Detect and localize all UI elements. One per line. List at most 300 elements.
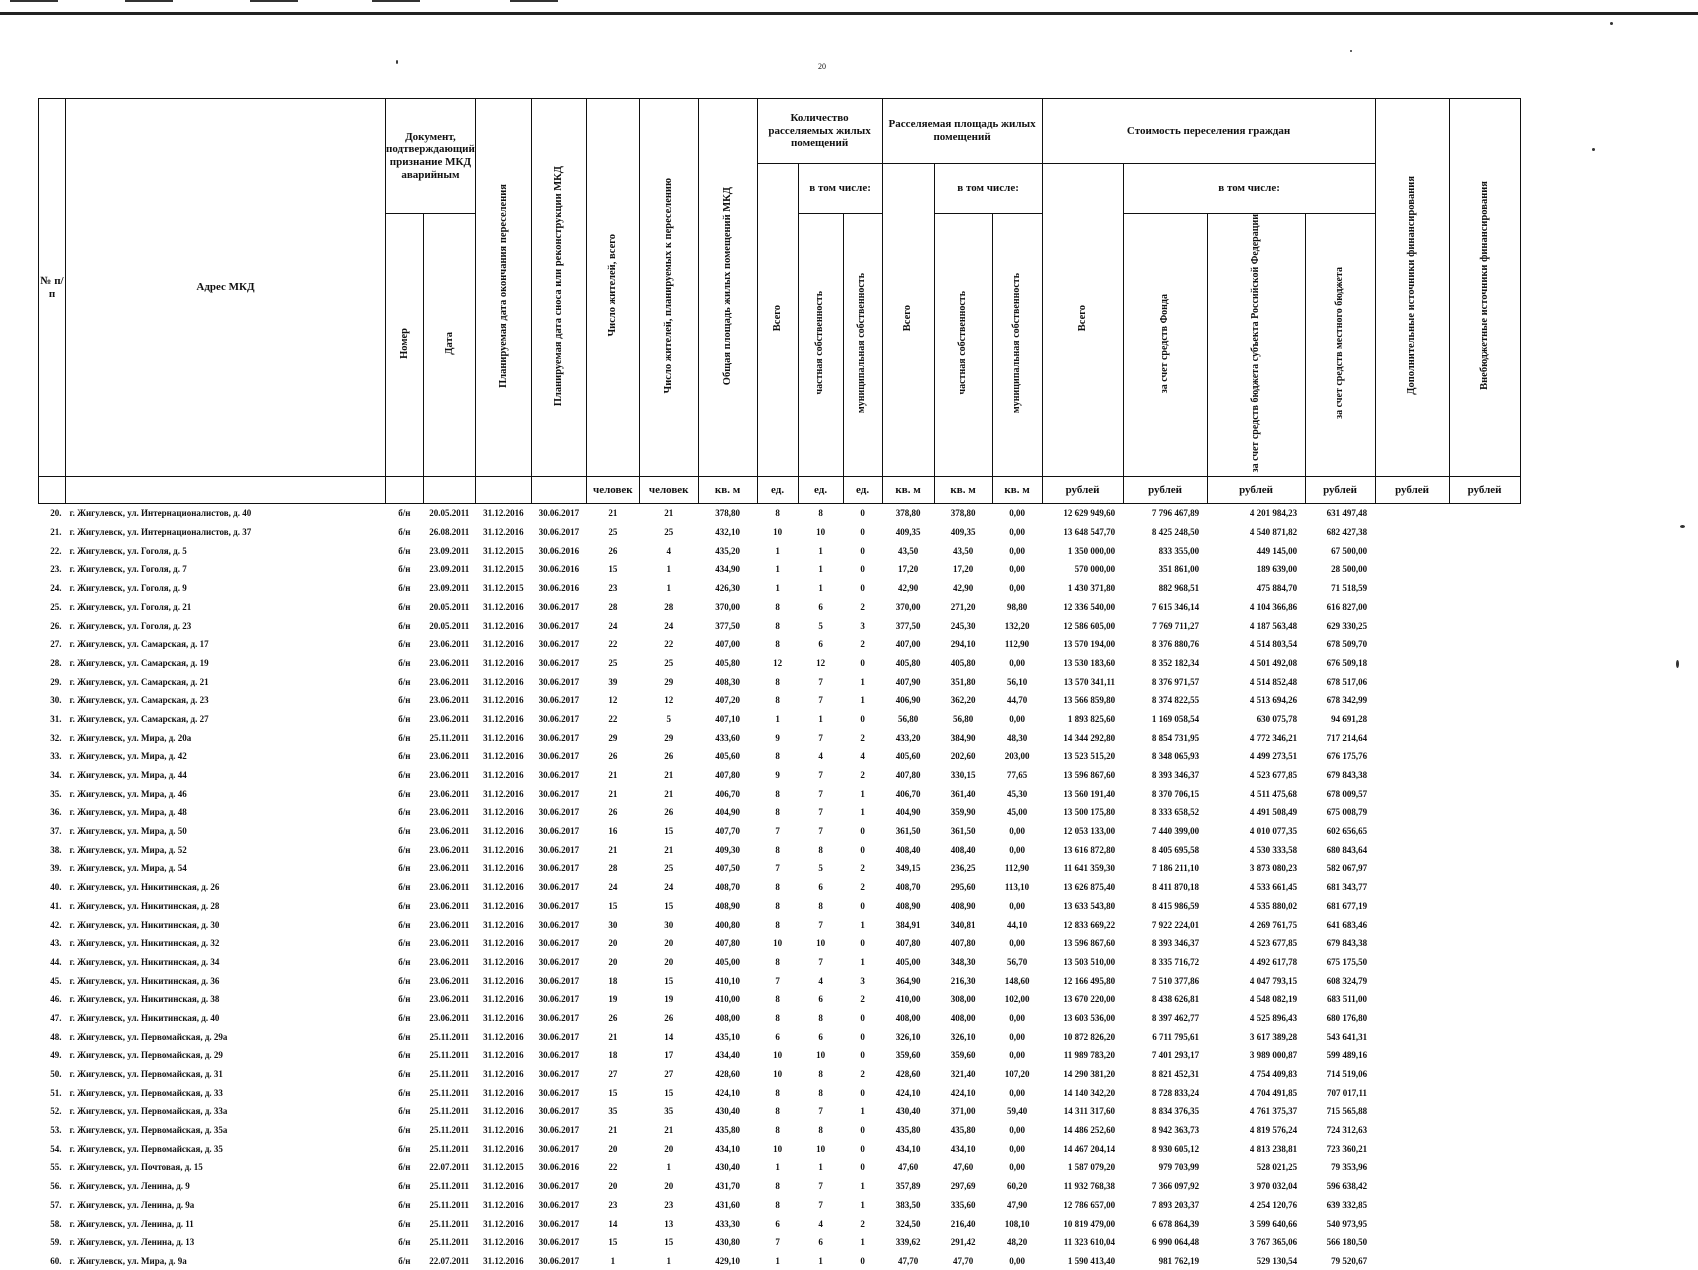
residents-planned-cell: 35: [664, 1106, 674, 1117]
doc-number-cell: б/н: [398, 1106, 411, 1117]
rooms-municipal-cell: 0: [860, 527, 865, 538]
address-cell: г. Жигулевск, ул. Никитинская, д. 38: [69, 994, 220, 1005]
doc-number-cell: б/н: [398, 1218, 411, 1229]
rooms-total-cell: 1: [775, 713, 780, 724]
planned-end-cell: 31.12.2016: [483, 994, 524, 1005]
local-budget-cell: 679 843,38: [1326, 938, 1368, 949]
doc-date-cell: 23.06.2011: [429, 919, 470, 930]
extra-budget-cell: [1449, 934, 1520, 953]
residents-planned-cell: 20: [664, 1181, 674, 1192]
residents-total-cell: 1: [610, 1255, 616, 1266]
total-area-cell: 405,80: [715, 657, 740, 668]
rooms-total-cell: 8: [775, 695, 780, 706]
rooms-municipal-cell: 1: [860, 956, 865, 967]
rooms-private-cell: 7: [818, 676, 823, 687]
area-total-cell: 424,10: [895, 1087, 921, 1098]
subject-budget-cell: 3 617 389,28: [1249, 1031, 1298, 1042]
cost-total-cell: 14 140 342,20: [1063, 1087, 1116, 1098]
rooms-municipal-cell: 1: [860, 1237, 865, 1248]
unit-cell: [531, 477, 586, 504]
area-total-cell: 339,62: [895, 1237, 921, 1248]
table-row: [39, 896, 1521, 915]
rooms-municipal-cell: 0: [860, 844, 865, 855]
rooms-total-cell: 7: [775, 1237, 780, 1248]
area-municipal-cell: 0,00: [1009, 508, 1025, 519]
total-area-cell: 426,30: [715, 583, 740, 594]
fund-cell: 8 834 376,35: [1151, 1106, 1200, 1117]
fund-cell: 8 854 731,95: [1151, 732, 1200, 743]
doc-number-cell: б/н: [398, 994, 411, 1005]
residents-planned-cell: 13: [664, 1218, 674, 1229]
fund-cell: 833 355,00: [1158, 545, 1200, 556]
rooms-private-cell: 8: [818, 1069, 823, 1080]
col-planned-demolition-header: Планируемая дата сноса или реконструкции МКД: [531, 99, 586, 477]
row-number: 36.: [50, 807, 62, 818]
additional-sources-cell: [1375, 579, 1449, 598]
rooms-private-cell: 6: [818, 1031, 823, 1042]
subject-budget-cell: 4 772 346,21: [1249, 732, 1298, 743]
address-cell: г. Жигулевск, ул. Никитинская, д. 40: [69, 1012, 220, 1023]
cost-total-cell: 13 503 510,00: [1063, 956, 1116, 967]
subject-budget-cell: 4 201 984,23: [1249, 508, 1298, 519]
doc-date-cell: 25.11.2011: [429, 1106, 470, 1117]
doc-date-cell: 25.11.2011: [429, 1050, 470, 1061]
area-private-cell: 340,81: [950, 919, 976, 930]
doc-number-cell: б/н: [398, 620, 411, 631]
fund-cell: 8 438 626,81: [1151, 994, 1200, 1005]
doc-date-cell: 23.06.2011: [429, 900, 470, 911]
planned-end-cell: 31.12.2016: [483, 788, 524, 799]
planned-end-cell: 31.12.2016: [483, 601, 524, 612]
fund-cell: 7 769 711,27: [1152, 620, 1200, 631]
additional-sources-cell: [1375, 1195, 1449, 1214]
area-total-cell: 364,90: [895, 975, 921, 986]
col-rooms-incl-header: в том числе:: [798, 164, 882, 214]
address-cell: г. Жигулевск, ул. Гоголя, д. 5: [69, 545, 187, 556]
table-row: [39, 560, 1521, 579]
area-total-cell: 407,80: [895, 938, 921, 949]
cost-total-cell: 11 641 359,30: [1063, 863, 1116, 874]
additional-sources-cell: [1375, 654, 1449, 673]
doc-date-cell: 23.06.2011: [429, 807, 470, 818]
row-number: 23.: [50, 564, 62, 575]
address-cell: г. Жигулевск, ул. Никитинская, д. 36: [69, 975, 220, 986]
col-address-header: Адрес МКД: [66, 99, 386, 477]
planned-demolition-cell: 30.06.2017: [538, 975, 580, 986]
address-cell: г. Жигулевск, ул. Ленина, д. 13: [69, 1237, 195, 1248]
table-row: [39, 1233, 1521, 1252]
residents-total-cell: 15: [608, 1087, 618, 1098]
residents-total-cell: 21: [608, 770, 618, 781]
planned-demolition-cell: 30.06.2017: [538, 1087, 580, 1098]
planned-demolition-cell: 30.06.2017: [538, 639, 580, 650]
doc-date-cell: 23.06.2011: [429, 994, 470, 1005]
row-number: 22.: [50, 545, 62, 556]
local-budget-cell: 680 843,64: [1326, 844, 1368, 855]
local-budget-cell: 675 175,50: [1326, 956, 1368, 967]
area-total-cell: 406,70: [895, 788, 921, 799]
planned-demolition-cell: 30.06.2017: [538, 1050, 580, 1061]
area-total-cell: 405,00: [895, 956, 921, 967]
planned-demolition-cell: 30.06.2017: [538, 1143, 580, 1154]
cost-total-cell: 13 648 547,70: [1063, 527, 1116, 538]
rooms-total-cell: 8: [775, 676, 780, 687]
extra-budget-cell: [1449, 1046, 1520, 1065]
planned-end-cell: 31.12.2016: [483, 807, 524, 818]
rooms-private-cell: 8: [818, 900, 823, 911]
area-municipal-cell: 0,00: [1009, 1012, 1025, 1023]
residents-total-cell: 39: [608, 676, 618, 687]
extra-budget-cell: [1449, 1009, 1520, 1028]
row-number: 53.: [50, 1125, 62, 1136]
area-total-cell: 384,91: [895, 919, 921, 930]
cost-total-cell: 13 570 341,11: [1063, 676, 1116, 687]
fund-cell: 8 374 822,55: [1151, 695, 1200, 706]
total-area-cell: 433,30: [715, 1218, 740, 1229]
residents-total-cell: 26: [608, 751, 618, 762]
fund-cell: 8 333 658,52: [1151, 807, 1200, 818]
local-budget-cell: 724 312,63: [1326, 1125, 1368, 1136]
residents-total-cell: 22: [608, 713, 618, 724]
planned-demolition-cell: 30.06.2016: [538, 1162, 580, 1173]
doc-number-cell: б/н: [398, 695, 411, 706]
fund-cell: 882 968,51: [1158, 583, 1200, 594]
rooms-total-cell: 1: [775, 545, 780, 556]
planned-demolition-cell: 30.06.2017: [538, 1069, 580, 1080]
fund-cell: 8 821 452,31: [1151, 1069, 1200, 1080]
address-cell: г. Жигулевск, ул. Самарская, д. 27: [69, 713, 209, 724]
residents-planned-cell: 15: [664, 1237, 674, 1248]
subject-budget-cell: 4 754 409,83: [1249, 1069, 1298, 1080]
planned-demolition-cell: 30.06.2017: [538, 770, 580, 781]
unit-sqm: кв. м: [934, 477, 992, 504]
address-cell: г. Жигулевск, ул. Ленина, д. 9а: [69, 1199, 195, 1210]
doc-number-cell: б/н: [398, 788, 411, 799]
residents-planned-cell: 21: [664, 770, 674, 781]
area-municipal-cell: 113,10: [1004, 882, 1030, 893]
rooms-total-cell: 7: [775, 975, 780, 986]
rooms-municipal-cell: 0: [860, 1031, 865, 1042]
planned-end-cell: 31.12.2016: [483, 676, 524, 687]
fund-cell: 7 796 467,89: [1151, 508, 1200, 519]
planned-demolition-cell: 30.06.2017: [538, 1125, 580, 1136]
planned-demolition-cell: 30.06.2017: [538, 919, 580, 930]
rooms-total-cell: 8: [775, 601, 780, 612]
fund-cell: 8 930 605,12: [1151, 1143, 1200, 1154]
address-cell: г. Жигулевск, ул. Первомайская, д. 35а: [69, 1125, 228, 1136]
row-number: 33.: [50, 751, 62, 762]
fund-cell: 8 370 706,15: [1151, 788, 1200, 799]
cost-total-cell: 13 596 867,60: [1063, 770, 1116, 781]
residents-total-cell: 23: [608, 1199, 618, 1210]
total-area-cell: 430,40: [715, 1106, 740, 1117]
doc-date-cell: 23.09.2011: [429, 564, 470, 575]
rooms-municipal-cell: 0: [860, 1012, 865, 1023]
extra-budget-cell: [1449, 1139, 1520, 1158]
fund-cell: 8 415 986,59: [1151, 900, 1200, 911]
extra-budget-cell: [1449, 1065, 1520, 1084]
rooms-total-cell: 10: [773, 1050, 783, 1061]
subject-budget-cell: 4 104 366,86: [1249, 601, 1298, 612]
area-private-cell: 361,40: [950, 788, 976, 799]
residents-total-cell: 30: [608, 919, 618, 930]
rooms-private-cell: 7: [818, 770, 823, 781]
scan-top-dash: [510, 0, 558, 2]
doc-date-cell: 23.06.2011: [429, 695, 470, 706]
unit-rub: рублей: [1449, 477, 1520, 504]
residents-planned-cell: 29: [664, 676, 674, 687]
table-row: [39, 672, 1521, 691]
additional-sources-cell: [1375, 1139, 1449, 1158]
fund-cell: 8 411 870,18: [1152, 882, 1200, 893]
area-municipal-cell: 48,30: [1006, 732, 1028, 743]
cost-total-cell: 11 323 610,04: [1063, 1237, 1116, 1248]
total-area-cell: 434,10: [715, 1143, 740, 1154]
cost-total-cell: 570 000,00: [1074, 564, 1116, 575]
scan-top-dash: [250, 0, 298, 2]
extra-budget-cell: [1449, 859, 1520, 878]
rooms-municipal-cell: 0: [860, 1050, 865, 1061]
rooms-total-cell: 10: [773, 1143, 783, 1154]
area-total-cell: 377,50: [895, 620, 921, 631]
doc-number-cell: б/н: [398, 1181, 411, 1192]
residents-total-cell: 14: [608, 1218, 618, 1229]
rooms-private-cell: 7: [818, 807, 823, 818]
doc-date-cell: 23.06.2011: [429, 975, 470, 986]
doc-number-cell: б/н: [398, 956, 411, 967]
additional-sources-cell: [1375, 616, 1449, 635]
extra-budget-cell: [1449, 1233, 1520, 1252]
row-number: 20.: [50, 508, 62, 519]
rooms-private-cell: 4: [818, 751, 823, 762]
local-budget-cell: 715 565,88: [1326, 1106, 1368, 1117]
local-budget-cell: 566 180,50: [1326, 1237, 1368, 1248]
rooms-total-cell: 8: [775, 1087, 780, 1098]
additional-sources-cell: [1375, 766, 1449, 785]
planned-end-cell: 31.12.2016: [483, 620, 524, 631]
planned-demolition-cell: 30.06.2017: [538, 844, 580, 855]
area-municipal-cell: 108,10: [1004, 1218, 1030, 1229]
doc-number-cell: б/н: [398, 564, 411, 575]
residents-total-cell: 26: [608, 545, 618, 556]
fund-cell: 7 510 377,86: [1151, 975, 1200, 986]
col-area-municipal-header: муниципальная собственность: [992, 214, 1042, 477]
rooms-total-cell: 8: [775, 1106, 780, 1117]
local-budget-cell: 681 343,77: [1326, 882, 1368, 893]
planned-demolition-cell: 30.06.2017: [538, 882, 580, 893]
subject-budget-cell: 4 269 761,75: [1249, 919, 1298, 930]
unit-rub: рублей: [1123, 477, 1207, 504]
cost-total-cell: 14 290 381,20: [1063, 1069, 1116, 1080]
extra-budget-cell: [1449, 990, 1520, 1009]
table-row: [39, 635, 1521, 654]
residents-total-cell: 22: [608, 639, 618, 650]
unit-units: ед.: [843, 477, 882, 504]
doc-date-cell: 26.08.2011: [429, 527, 470, 538]
additional-sources-cell: [1375, 504, 1449, 523]
area-municipal-cell: 0,00: [1009, 657, 1025, 668]
area-total-cell: 430,40: [895, 1106, 921, 1117]
doc-number-cell: б/н: [398, 527, 411, 538]
total-area-cell: 408,30: [715, 676, 740, 687]
doc-number-cell: б/н: [398, 807, 411, 818]
planned-demolition-cell: 30.06.2016: [538, 564, 580, 575]
doc-date-cell: 23.06.2011: [429, 788, 470, 799]
total-area-cell: 407,00: [715, 639, 740, 650]
cost-total-cell: 14 486 252,60: [1063, 1125, 1116, 1136]
local-budget-cell: 543 641,31: [1326, 1031, 1368, 1042]
rooms-private-cell: 8: [818, 1012, 823, 1023]
rooms-total-cell: 8: [775, 919, 780, 930]
total-area-cell: 378,80: [715, 508, 740, 519]
doc-number-cell: б/н: [398, 583, 411, 594]
area-private-cell: 326,10: [950, 1031, 976, 1042]
planned-demolition-cell: 30.06.2017: [538, 527, 580, 538]
additional-sources-cell: [1375, 878, 1449, 897]
cost-total-cell: 12 336 540,00: [1063, 601, 1116, 612]
residents-total-cell: 20: [608, 1181, 618, 1192]
doc-date-cell: 20.05.2011: [429, 601, 470, 612]
area-private-cell: 434,10: [950, 1143, 976, 1154]
planned-end-cell: 31.12.2016: [483, 882, 524, 893]
address-cell: г. Жигулевск, ул. Ленина, д. 11: [69, 1218, 194, 1229]
cost-total-cell: 12 586 605,00: [1063, 620, 1116, 631]
area-total-cell: 409,35: [895, 527, 921, 538]
row-number: 40.: [50, 882, 62, 893]
row-number: 48.: [50, 1031, 62, 1042]
planned-end-cell: 31.12.2016: [483, 732, 524, 743]
area-municipal-cell: 0,00: [1009, 1143, 1025, 1154]
residents-total-cell: 24: [608, 620, 618, 631]
area-total-cell: 428,60: [895, 1069, 921, 1080]
rooms-total-cell: 8: [775, 1181, 780, 1192]
address-cell: г. Жигулевск, ул. Гоголя, д. 9: [69, 583, 187, 594]
area-municipal-cell: 60,20: [1006, 1181, 1028, 1192]
area-total-cell: 434,10: [895, 1143, 921, 1154]
row-number: 45.: [50, 975, 62, 986]
rooms-private-cell: 10: [816, 1143, 826, 1154]
additional-sources-cell: [1375, 990, 1449, 1009]
address-cell: г. Жигулевск, ул. Гоголя, д. 21: [69, 601, 192, 612]
rooms-municipal-cell: 0: [860, 657, 865, 668]
residents-planned-cell: 28: [664, 601, 674, 612]
residents-total-cell: 22: [608, 1162, 618, 1173]
address-cell: г. Жигулевск, ул. Ленина, д. 9: [69, 1181, 190, 1192]
rooms-private-cell: 5: [818, 620, 823, 631]
rooms-municipal-cell: 0: [860, 713, 865, 724]
planned-demolition-cell: 30.06.2016: [538, 545, 580, 556]
fund-cell: 981 762,19: [1158, 1255, 1200, 1266]
total-area-cell: 410,00: [715, 994, 740, 1005]
doc-number-cell: б/н: [398, 601, 411, 612]
area-total-cell: 435,80: [895, 1125, 921, 1136]
address-cell: г. Жигулевск, ул. Интернационалистов, д. 40: [69, 508, 252, 519]
doc-number-cell: б/н: [398, 1162, 411, 1173]
subject-budget-cell: 4 761 375,37: [1249, 1106, 1298, 1117]
residents-total-cell: 28: [608, 601, 618, 612]
planned-demolition-cell: 30.06.2017: [538, 676, 580, 687]
col-area-private-header: частная собственность: [934, 214, 992, 477]
local-budget-cell: 602 656,65: [1326, 826, 1368, 837]
area-private-cell: 330,15: [950, 770, 976, 781]
rooms-municipal-cell: 1: [860, 1199, 865, 1210]
planned-demolition-cell: 30.06.2017: [538, 1255, 580, 1266]
table-row: [39, 597, 1521, 616]
area-municipal-cell: 56,10: [1006, 676, 1028, 687]
planned-demolition-cell: 30.06.2017: [538, 994, 580, 1005]
planned-end-cell: 31.12.2016: [483, 900, 524, 911]
rooms-municipal-cell: 0: [860, 900, 865, 911]
subject-budget-cell: 4 513 694,26: [1249, 695, 1298, 706]
subject-budget-cell: 4 704 491,85: [1249, 1087, 1298, 1098]
area-total-cell: 405,80: [895, 657, 921, 668]
planned-end-cell: 31.12.2016: [483, 1069, 524, 1080]
area-total-cell: 326,10: [895, 1031, 921, 1042]
residents-total-cell: 21: [608, 788, 618, 799]
area-municipal-cell: 0,00: [1009, 564, 1025, 575]
cost-total-cell: 13 560 191,40: [1063, 788, 1116, 799]
total-area-cell: 404,90: [715, 807, 740, 818]
subject-budget-cell: 3 970 032,04: [1249, 1181, 1298, 1192]
planned-end-cell: 31.12.2016: [483, 1031, 524, 1042]
residents-planned-cell: 26: [664, 807, 674, 818]
subject-budget-cell: 4 491 508,49: [1249, 807, 1298, 818]
unit-cell: [475, 477, 531, 504]
doc-date-cell: 22.07.2011: [429, 1255, 470, 1266]
col-residents-total-header: Число жителей, всего: [586, 99, 639, 477]
rooms-total-cell: 8: [775, 508, 780, 519]
area-private-cell: 297,69: [950, 1181, 976, 1192]
cost-total-cell: 13 523 515,20: [1063, 751, 1116, 762]
doc-date-cell: 25.11.2011: [429, 1181, 470, 1192]
area-municipal-cell: 132,20: [1004, 620, 1030, 631]
doc-number-cell: б/н: [398, 508, 411, 519]
planned-end-cell: 31.12.2015: [483, 564, 524, 575]
subject-budget-cell: 4 523 677,85: [1249, 938, 1298, 949]
doc-date-cell: 25.11.2011: [429, 732, 470, 743]
planned-end-cell: 31.12.2016: [483, 826, 524, 837]
local-budget-cell: 707 017,11: [1327, 1087, 1368, 1098]
cost-total-cell: 13 626 875,40: [1063, 882, 1116, 893]
cost-total-cell: 12 786 657,00: [1063, 1199, 1116, 1210]
table-row: [39, 1027, 1521, 1046]
residents-planned-cell: 26: [664, 1012, 674, 1023]
col-area-total-header: Всего: [882, 164, 934, 477]
extra-budget-cell: [1449, 1102, 1520, 1121]
residents-total-cell: 16: [608, 826, 618, 837]
residents-planned-cell: 23: [664, 1199, 674, 1210]
fund-cell: 6 990 064,48: [1151, 1237, 1200, 1248]
residents-planned-cell: 20: [664, 956, 674, 967]
residents-planned-cell: 21: [664, 508, 674, 519]
total-area-cell: 433,60: [715, 732, 740, 743]
row-number: 59.: [50, 1237, 62, 1248]
cost-total-cell: 1 893 825,60: [1067, 713, 1116, 724]
residents-total-cell: 19: [608, 994, 618, 1005]
row-number: 58.: [50, 1218, 62, 1229]
row-number: 30.: [50, 695, 62, 706]
area-municipal-cell: 0,00: [1009, 938, 1025, 949]
planned-end-cell: 31.12.2015: [483, 583, 524, 594]
table-row: [39, 728, 1521, 747]
additional-sources-cell: [1375, 541, 1449, 560]
total-area-cell: 407,50: [715, 863, 740, 874]
total-area-cell: 407,80: [715, 770, 740, 781]
cost-total-cell: 13 530 183,60: [1063, 657, 1116, 668]
cost-total-cell: 10 819 479,00: [1063, 1218, 1116, 1229]
doc-number-cell: б/н: [398, 1143, 411, 1154]
cost-total-cell: 14 311 317,60: [1063, 1106, 1116, 1117]
